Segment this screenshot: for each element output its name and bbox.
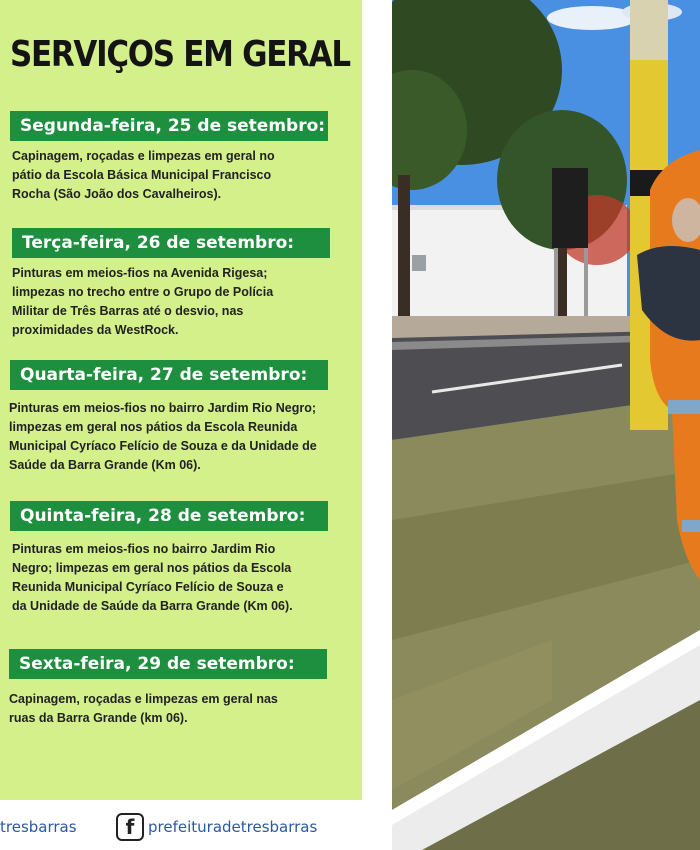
text-line: Militar de Três Barras até o desvio, nas — [12, 304, 244, 318]
day-description-monday — [12, 147, 357, 204]
text-line: Reunida Municipal Cyríaco Felício de Souza e — [12, 580, 284, 594]
day-header-thursday: Quinta-feira, 28 de setembro: — [10, 501, 328, 531]
text-line: Pinturas em meios-fios no bairro Jardim Rio Negro; — [9, 401, 317, 415]
text-line: proximidades da WestRock. — [12, 323, 179, 337]
day-header-wednesday: Quarta-feira, 27 de setembro: — [10, 360, 328, 390]
schedule-panel — [0, 0, 362, 800]
text-line: Pinturas em meios-fios na Avenida Rigesa; — [12, 266, 268, 280]
text-line: Saúde da Barra Grande (Km 06). — [9, 458, 201, 472]
text-line: pátio da Escola Básica Municipal Francisco — [12, 168, 272, 182]
reflective-band — [682, 520, 700, 532]
page-title: SERVIÇOS EM GERAL — [10, 34, 350, 75]
photo-illustration — [392, 0, 700, 850]
building-window — [412, 255, 426, 271]
day-description-thursday — [12, 540, 357, 616]
pole-top — [630, 0, 668, 60]
social-handle[interactable]: tresbarras — [0, 818, 77, 836]
day-description-tuesday — [12, 264, 357, 340]
tree-trunk — [398, 175, 410, 335]
text-line: limpezas no trecho entre o Grupo de Polícia — [12, 285, 274, 299]
text-line: Negro; limpezas em geral nos pátios da Escola — [12, 561, 292, 575]
street-sign — [552, 168, 588, 248]
day-header-monday: Segunda-feira, 25 de setembro: — [10, 111, 328, 141]
text-line: limpezas em geral nos pátios da Escola Reunida — [9, 420, 298, 434]
facebook-icon: f — [116, 813, 144, 841]
text-line: ruas da Barra Grande (km 06). — [9, 711, 188, 725]
text-line: Capinagem, roçadas e limpezas em geral no — [12, 149, 275, 163]
day-header-tuesday: Terça-feira, 26 de setembro: — [12, 228, 330, 258]
facebook-handle[interactable]: prefeituradetresbarras — [148, 818, 318, 836]
day-description-wednesday — [9, 399, 359, 475]
text-line: da Unidade de Saúde da Barra Grande (Km 06). — [12, 599, 293, 613]
day-description-friday — [9, 690, 354, 728]
text-line: Municipal Cyríaco Felício de Souza e da Unidade de — [9, 439, 317, 453]
street-photo — [392, 0, 700, 850]
text-line: Pinturas em meios-fios no bairro Jardim Rio — [12, 542, 276, 556]
text-line: Capinagem, roçadas e limpezas em geral nas — [9, 692, 278, 706]
day-header-friday: Sexta-feira, 29 de setembro: — [9, 649, 327, 679]
text-line: Rocha (São João dos Cavalheiros). — [12, 187, 222, 201]
divider — [362, 0, 392, 850]
reflective-band — [668, 400, 700, 414]
